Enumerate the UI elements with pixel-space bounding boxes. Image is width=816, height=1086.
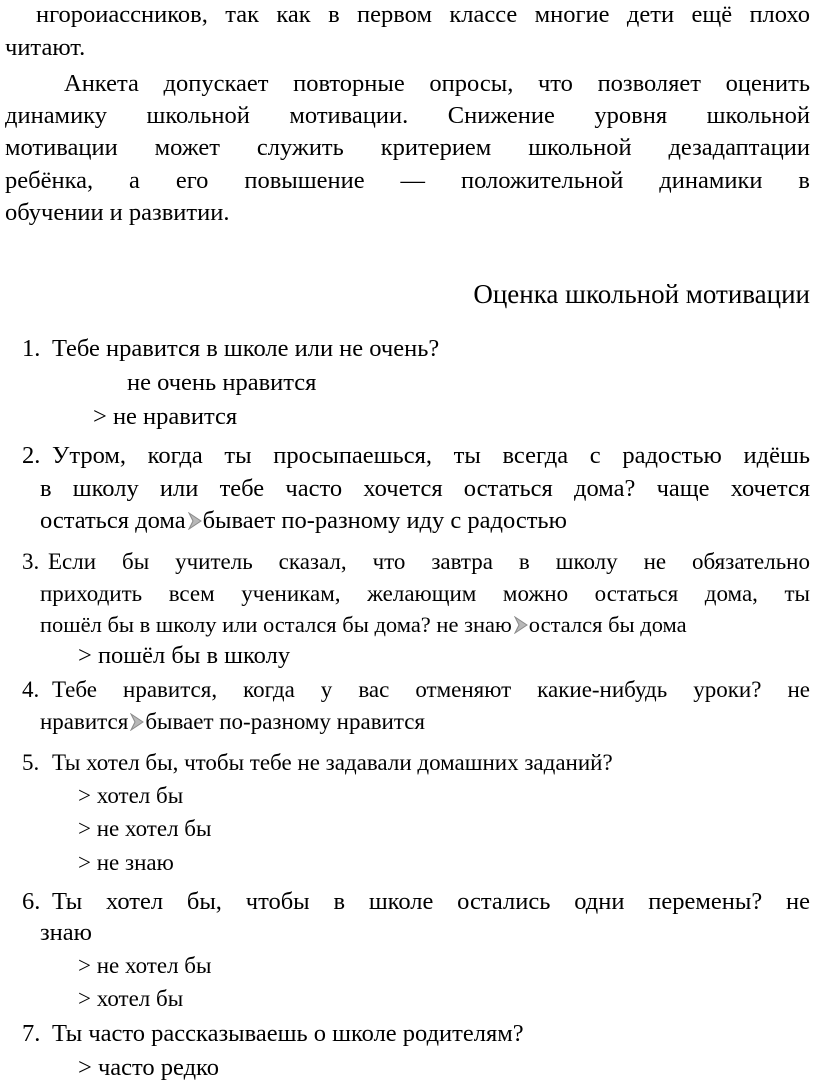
paragraph-line-5: обучении и развитии. — [5, 199, 230, 226]
question-3-text-a: пошёл бы в школу или остался бы дома? не знаю — [40, 612, 512, 637]
question-3-text-b: остался бы дома — [528, 612, 687, 637]
answer-option: > не знаю — [78, 850, 174, 875]
intro-line-1: нгороиассников, так как в первом классе многие дети ещё плохо — [36, 1, 810, 28]
question-2-text-b: бывает по-разному иду с радостью — [202, 507, 567, 534]
paragraph-line-2: динамику школьной мотивации. Снижение уровня школьной — [5, 102, 810, 129]
question-2-line-1: Утром, когда ты просыпаешься, ты всегда с радостью идёшь — [52, 442, 810, 469]
answer-option: > часто редко — [78, 1054, 219, 1081]
question-4-text-a: нравится — [40, 709, 129, 734]
question-2-text-a: остаться дома — [40, 507, 186, 534]
arrow-icon — [188, 512, 202, 530]
question-6-line-1: Ты хотел бы, чтобы в школе остались одни перемены? не — [52, 888, 810, 915]
question-2-line-3 — [40, 506, 810, 536]
answer-option: > не нравится — [93, 403, 238, 430]
arrow-icon — [130, 713, 144, 731]
question-number: 5. — [22, 750, 40, 775]
question-3-line-1: Если бы учитель сказал, что завтра в школу не обязательно — [48, 549, 810, 574]
question-3-line-3 — [40, 610, 810, 640]
intro-line-2: читают. — [5, 34, 86, 61]
question-5-text: Ты хотел бы, чтобы тебе не задавали домашних заданий? — [52, 750, 613, 775]
arrow-icon — [514, 616, 528, 634]
answer-option: > хотел бы — [78, 986, 184, 1011]
question-1-text: Тебе нравится в школе или не очень? — [52, 335, 440, 362]
answer-option: > хотел бы — [78, 783, 184, 808]
question-3-line-2: приходить всем ученикам, желающим можно остаться дома, ты — [40, 581, 810, 606]
question-number: 2. — [22, 442, 41, 469]
question-4-text-b: бывает по-разному нравится — [145, 709, 425, 734]
question-number: 6. — [22, 888, 41, 915]
question-number: 7. — [22, 1020, 41, 1047]
section-title: Оценка школьной мотивации — [473, 279, 810, 309]
paragraph-line-1: Анкета допускает повторные опросы, что позволяет оценить — [64, 70, 810, 97]
question-7-text: Ты часто рассказываешь о школе родителям? — [52, 1020, 524, 1047]
question-number: 1. — [22, 335, 41, 362]
answer-option: > не хотел бы — [78, 953, 212, 978]
question-4-line-1: Тебе нравится, когда у вас отменяют какие-нибудь уроки? не — [52, 677, 810, 702]
answer-option: > пошёл бы в школу — [78, 642, 291, 669]
question-4-line-2 — [40, 707, 810, 737]
paragraph-line-3: мотивации может служить критерием школьной дезадаптации — [5, 134, 810, 161]
question-number: 4. — [22, 677, 40, 702]
question-number: 3. — [22, 549, 40, 574]
question-6-line-2: знаю — [40, 919, 92, 946]
paragraph-line-4: ребёнка, а его повышение — положительной динамики в — [5, 167, 810, 194]
answer-option: > не хотел бы — [78, 816, 212, 841]
question-2-line-2: в школу или тебе часто хочется остаться дома? чаще хочется — [40, 475, 810, 502]
answer-option: не очень нравится — [127, 369, 317, 396]
